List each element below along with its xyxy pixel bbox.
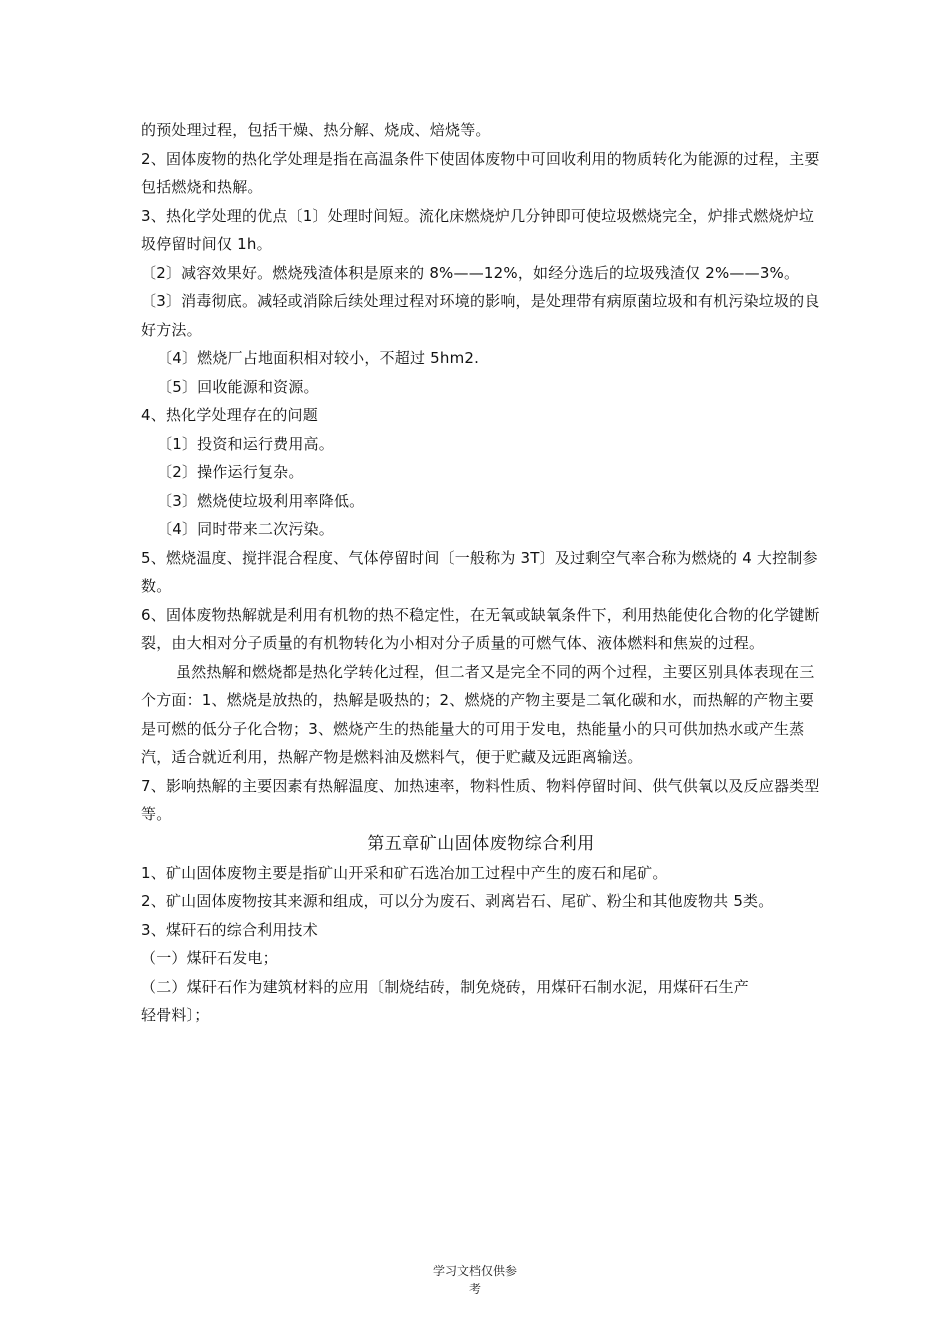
paragraph: 〔2〕减容效果好。燃烧残渣体积是原来的 8%——12%，如经分选后的垃圾残渣仅 2%——3%。 bbox=[141, 263, 800, 282]
paragraph: 7、影响热解的主要因素有热解温度、加热速率，物料性质、物料停留时间、供气供氧以及反应器类型等。 bbox=[141, 776, 820, 823]
paragraph: 虽然热解和燃烧都是热化学转化过程，但二者又是完全不同的两个过程，主要区别具体表现在三个方面：1、燃烧是放热的，热解是吸热的；2、燃烧的产物主要是二氧化碳和水，而热解的产物主要是可燃的低分子化合物；3、燃烧产生的热能量大的可用于发电，热能量小的只可供加热水或产生蒸汽，适合就近利用，热解产物是燃料油及燃料气，便于贮藏及远距离输送。 bbox=[141, 662, 815, 766]
paragraph: 〔3〕消毒彻底。减轻或消除后续处理过程对环境的影响，是处理带有病原菌垃圾和有机污染垃圾的良好方法。 bbox=[141, 292, 820, 339]
paragraph: 2、矿山固体废物按其来源和组成，可以分为废石、剥离岩石、尾矿、粉尘和其他废物共 5类。 bbox=[141, 892, 774, 910]
paragraph: 6、固体废物热解就是利用有机物的热不稳定性，在无氧或缺氧条件下，利用热能使化合物的化学键断裂，由大相对分子质量的有机物转化为小相对分子质量的可燃气体、液体燃料和焦炭的过程。 bbox=[141, 605, 820, 652]
paragraph: （二）煤矸石作为建筑材料的应用〔制烧结砖，制免烧砖，用煤矸石制水泥，用煤矸石生产 bbox=[141, 977, 750, 996]
chapter-heading: 第五章矿山固体废物综合利用 bbox=[367, 833, 595, 854]
paragraph: 的预处理过程，包括干燥、热分解、烧成、焙烧等。 bbox=[141, 121, 491, 139]
paragraph: 4、热化学处理存在的问题 bbox=[141, 406, 318, 424]
document-body bbox=[141, 116, 821, 1030]
page-footer bbox=[0, 1262, 950, 1298]
paragraph: （一）煤矸石发电； bbox=[141, 949, 278, 967]
list-item: 〔1〕投资和运行费用高。 bbox=[157, 434, 334, 453]
footer-line-2: 考 bbox=[468, 1282, 481, 1296]
paragraph: 3、热化学处理的优点〔1〕处理时间短。流化床燃烧炉几分钟即可使垃圾燃烧完全，炉排式燃烧炉垃圾停留时间仅 1h。 bbox=[141, 206, 815, 253]
list-item: 〔4〕燃烧厂占地面积相对较小，不超过 5hm2. bbox=[157, 349, 480, 367]
footer-line-1: 学习文档仅供参 bbox=[432, 1264, 517, 1278]
list-item: 〔4〕同时带来二次污染。 bbox=[157, 520, 334, 538]
paragraph: 5、燃烧温度、搅拌混合程度、气体停留时间〔一般称为 3T〕及过剩空气率合称为燃烧的 4 大控制参数。 bbox=[141, 548, 818, 595]
paragraph: 轻骨料〕； bbox=[141, 1006, 210, 1024]
paragraph: 3、煤矸石的综合利用技术 bbox=[141, 920, 318, 939]
list-item: 〔2〕操作运行复杂。 bbox=[157, 463, 304, 481]
list-item: 〔5〕回收能源和资源。 bbox=[157, 377, 319, 396]
list-item: 〔3〕燃烧使垃圾利用率降低。 bbox=[157, 491, 365, 510]
paragraph: 2、固体废物的热化学处理是指在高温条件下使固体废物中可回收利用的物质转化为能源的过程，主要包括燃烧和热解。 bbox=[141, 149, 820, 196]
paragraph: 1、矿山固体废物主要是指矿山开采和矿石选冶加工过程中产生的废石和尾矿。 bbox=[141, 863, 668, 882]
